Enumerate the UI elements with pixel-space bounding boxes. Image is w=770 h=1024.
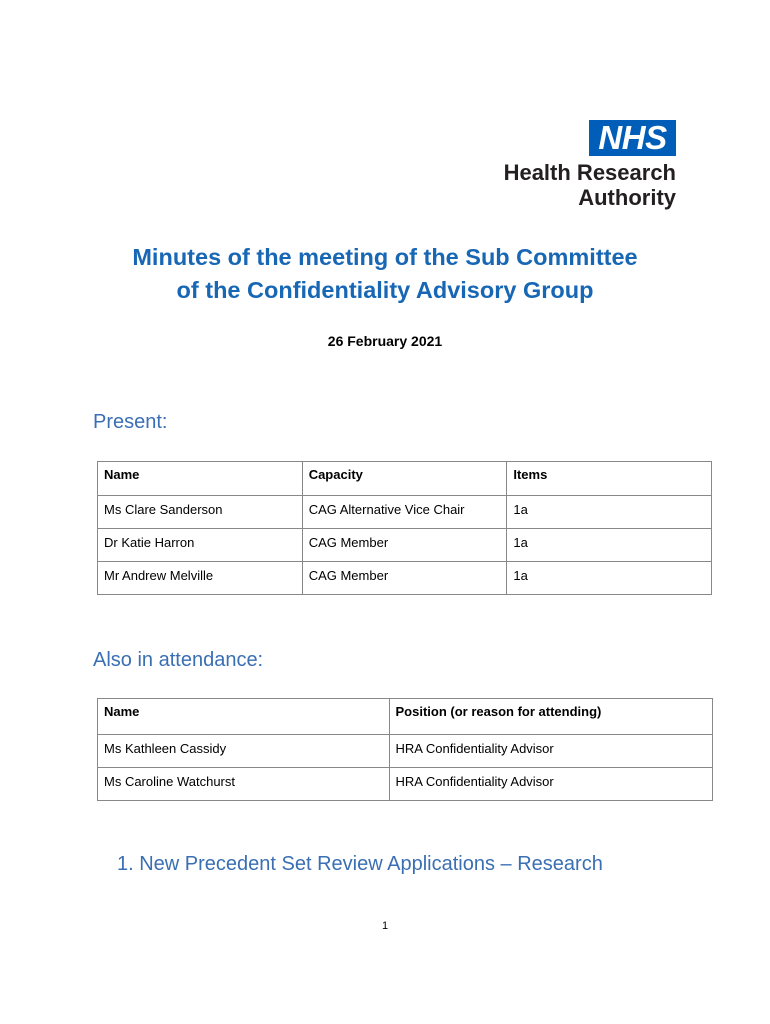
page-number: 1	[381, 920, 389, 932]
column-header-items: Items	[507, 462, 712, 496]
cell-items: 1a	[507, 529, 712, 562]
meeting-date: 26 February 2021	[327, 333, 443, 349]
column-header-capacity: Capacity	[302, 462, 507, 496]
column-header-name: Name	[98, 699, 390, 735]
organisation-name	[504, 160, 676, 210]
table-row	[98, 529, 712, 562]
attendance-heading: Also in attendance:	[93, 649, 264, 671]
present-table	[97, 461, 712, 595]
cell-name: Dr Katie Harron	[98, 529, 303, 562]
table-row	[98, 735, 713, 768]
present-heading: Present:	[93, 411, 168, 433]
document-title	[0, 241, 770, 307]
cell-capacity: CAG Alternative Vice Chair	[302, 496, 507, 529]
title-line1: Minutes of the meeting of the Sub Committee	[132, 244, 638, 270]
table-header-row	[98, 699, 713, 735]
cell-name: Ms Clare Sanderson	[98, 496, 303, 529]
cell-position: HRA Confidentiality Advisor	[389, 768, 713, 801]
cell-name: Ms Kathleen Cassidy	[98, 735, 390, 768]
cell-items: 1a	[507, 496, 712, 529]
table-row	[98, 562, 712, 595]
table-row	[98, 496, 712, 529]
section-heading: 1. New Precedent Set Review Applications – Research	[117, 853, 603, 875]
nhs-logo-mark: NHS	[589, 120, 676, 156]
cell-name: Ms Caroline Watchurst	[98, 768, 390, 801]
cell-name: Mr Andrew Melville	[98, 562, 303, 595]
cell-items: 1a	[507, 562, 712, 595]
org-name-line1: Health Research	[503, 160, 676, 185]
column-header-name: Name	[98, 462, 303, 496]
nhs-hra-logo	[488, 120, 678, 212]
cell-capacity: CAG Member	[302, 529, 507, 562]
table-row	[98, 768, 713, 801]
cell-position: HRA Confidentiality Advisor	[389, 735, 713, 768]
title-line2: of the Confidentiality Advisory Group	[176, 277, 594, 303]
cell-capacity: CAG Member	[302, 562, 507, 595]
table-header-row	[98, 462, 712, 496]
attendance-table	[97, 698, 713, 801]
column-header-position: Position (or reason for attending)	[389, 699, 713, 735]
org-name-line2: Authority	[578, 185, 676, 210]
